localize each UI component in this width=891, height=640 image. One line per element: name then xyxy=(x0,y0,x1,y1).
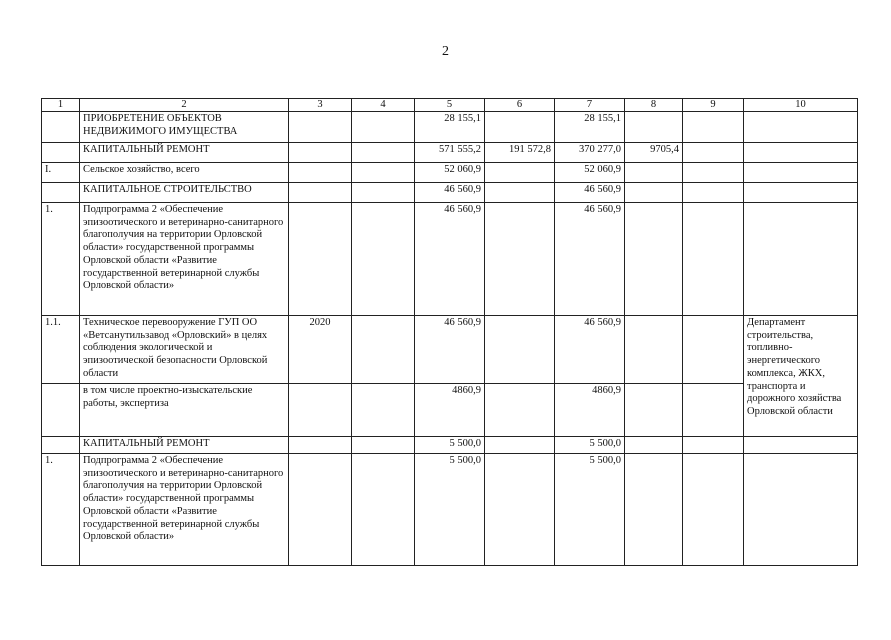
cell-col8 xyxy=(625,183,683,203)
cell-col6 xyxy=(485,163,555,183)
cell-col9 xyxy=(683,454,744,566)
cell-col4 xyxy=(352,163,415,183)
row-name: Сельское хозяйство, всего xyxy=(80,163,289,183)
row-name: КАПИТАЛЬНЫЙ РЕМОНТ xyxy=(80,143,289,163)
cell-col7: 28 155,1 xyxy=(555,112,625,143)
table-row xyxy=(42,384,858,437)
cell-col5: 46 560,9 xyxy=(415,183,485,203)
cell-col9 xyxy=(683,316,744,384)
cell-col10 xyxy=(744,183,858,203)
cell-col7: 5 500,0 xyxy=(555,437,625,454)
row-name: Подпрограмма 2 «Обеспечение эпизоотического и ветеринарно-санитарного благополучия на территории Орловской области» государственной программы Орловской области «Развитие государственной ветеринарной службы Орловской области» xyxy=(80,454,289,566)
cell-col5: 4860,9 xyxy=(415,384,485,437)
row-index xyxy=(42,384,80,437)
cell-col9 xyxy=(683,183,744,203)
cell-col6 xyxy=(485,203,555,316)
budget-table xyxy=(41,98,858,566)
cell-year xyxy=(289,384,352,437)
column-header: 8 xyxy=(625,99,683,112)
cell-col4 xyxy=(352,183,415,203)
cell-col7: 5 500,0 xyxy=(555,454,625,566)
cell-col5: 28 155,1 xyxy=(415,112,485,143)
column-header: 3 xyxy=(289,99,352,112)
page-number: 2 xyxy=(442,44,449,59)
cell-col8 xyxy=(625,454,683,566)
table-row xyxy=(42,143,858,163)
cell-col7: 46 560,9 xyxy=(555,183,625,203)
row-name: КАПИТАЛЬНОЕ СТРОИТЕЛЬСТВО xyxy=(80,183,289,203)
column-header: 10 xyxy=(744,99,858,112)
row-name: Техническое перевооружение ГУП ОО «Ветсанутильзавод «Орловский» в целях соблюдения экологической и эпизоотической безопасности Орловской области xyxy=(80,316,289,384)
cell-year xyxy=(289,163,352,183)
cell-col9 xyxy=(683,203,744,316)
cell-col9 xyxy=(683,437,744,454)
row-index: 1.1. xyxy=(42,316,80,384)
cell-col5: 5 500,0 xyxy=(415,454,485,566)
cell-col6 xyxy=(485,437,555,454)
cell-col8 xyxy=(625,437,683,454)
cell-col4 xyxy=(352,143,415,163)
table-row xyxy=(42,316,858,384)
cell-year xyxy=(289,437,352,454)
cell-col4 xyxy=(352,454,415,566)
cell-col10 xyxy=(744,454,858,566)
cell-year xyxy=(289,454,352,566)
cell-col9 xyxy=(683,143,744,163)
cell-year xyxy=(289,183,352,203)
table-row xyxy=(42,112,858,143)
row-index xyxy=(42,437,80,454)
row-name: ПРИОБРЕТЕНИЕ ОБЪЕКТОВ НЕДВИЖИМОГО ИМУЩЕСТВА xyxy=(80,112,289,143)
responsible-department: Департамент строительства, топливно-энергетического комплекса, ЖКХ, транспорта и дорожного хозяйства Орловской области xyxy=(744,316,858,437)
column-header: 1 xyxy=(42,99,80,112)
table-row xyxy=(42,437,858,454)
table-row xyxy=(42,183,858,203)
cell-col5: 46 560,9 xyxy=(415,316,485,384)
cell-col4 xyxy=(352,384,415,437)
cell-col5: 5 500,0 xyxy=(415,437,485,454)
cell-col4 xyxy=(352,437,415,454)
row-index xyxy=(42,112,80,143)
cell-col4 xyxy=(352,112,415,143)
cell-col8: 9705,4 xyxy=(625,143,683,163)
cell-col10 xyxy=(744,163,858,183)
cell-col6 xyxy=(485,316,555,384)
row-name: Подпрограмма 2 «Обеспечение эпизоотического и ветеринарно-санитарного благополучия на территории Орловской области» государственной программы Орловской области «Развитие государственной ветеринарной службы Орловской области» xyxy=(80,203,289,316)
cell-col9 xyxy=(683,163,744,183)
cell-year xyxy=(289,203,352,316)
column-header: 4 xyxy=(352,99,415,112)
cell-year: 2020 xyxy=(289,316,352,384)
cell-col8 xyxy=(625,112,683,143)
row-name: в том числе проектно-изыскательские работы, экспертиза xyxy=(80,384,289,437)
cell-col4 xyxy=(352,316,415,384)
cell-col6 xyxy=(485,454,555,566)
cell-col9 xyxy=(683,112,744,143)
column-number-row xyxy=(42,99,858,112)
row-name: КАПИТАЛЬНЫЙ РЕМОНТ xyxy=(80,437,289,454)
cell-col7: 4860,9 xyxy=(555,384,625,437)
cell-col7: 46 560,9 xyxy=(555,316,625,384)
cell-col4 xyxy=(352,203,415,316)
cell-year xyxy=(289,143,352,163)
column-header: 5 xyxy=(415,99,485,112)
cell-col5: 52 060,9 xyxy=(415,163,485,183)
cell-col5: 571 555,2 xyxy=(415,143,485,163)
cell-col10 xyxy=(744,112,858,143)
table-row xyxy=(42,163,858,183)
column-header: 6 xyxy=(485,99,555,112)
row-index: 1. xyxy=(42,203,80,316)
cell-col7: 52 060,9 xyxy=(555,163,625,183)
cell-col9 xyxy=(683,384,744,437)
row-index xyxy=(42,183,80,203)
cell-col6 xyxy=(485,112,555,143)
column-header: 9 xyxy=(683,99,744,112)
cell-col6 xyxy=(485,384,555,437)
cell-col6 xyxy=(485,183,555,203)
cell-col6: 191 572,8 xyxy=(485,143,555,163)
row-index: I. xyxy=(42,163,80,183)
row-index: 1. xyxy=(42,454,80,566)
row-index xyxy=(42,143,80,163)
column-header: 2 xyxy=(80,99,289,112)
cell-col8 xyxy=(625,163,683,183)
cell-col5: 46 560,9 xyxy=(415,203,485,316)
cell-col10 xyxy=(744,437,858,454)
cell-col10 xyxy=(744,203,858,316)
table-row xyxy=(42,203,858,316)
cell-col8 xyxy=(625,203,683,316)
cell-col10 xyxy=(744,143,858,163)
cell-col7: 370 277,0 xyxy=(555,143,625,163)
column-header: 7 xyxy=(555,99,625,112)
cell-col8 xyxy=(625,316,683,384)
cell-col7: 46 560,9 xyxy=(555,203,625,316)
cell-col8 xyxy=(625,384,683,437)
table-row xyxy=(42,454,858,566)
cell-year xyxy=(289,112,352,143)
